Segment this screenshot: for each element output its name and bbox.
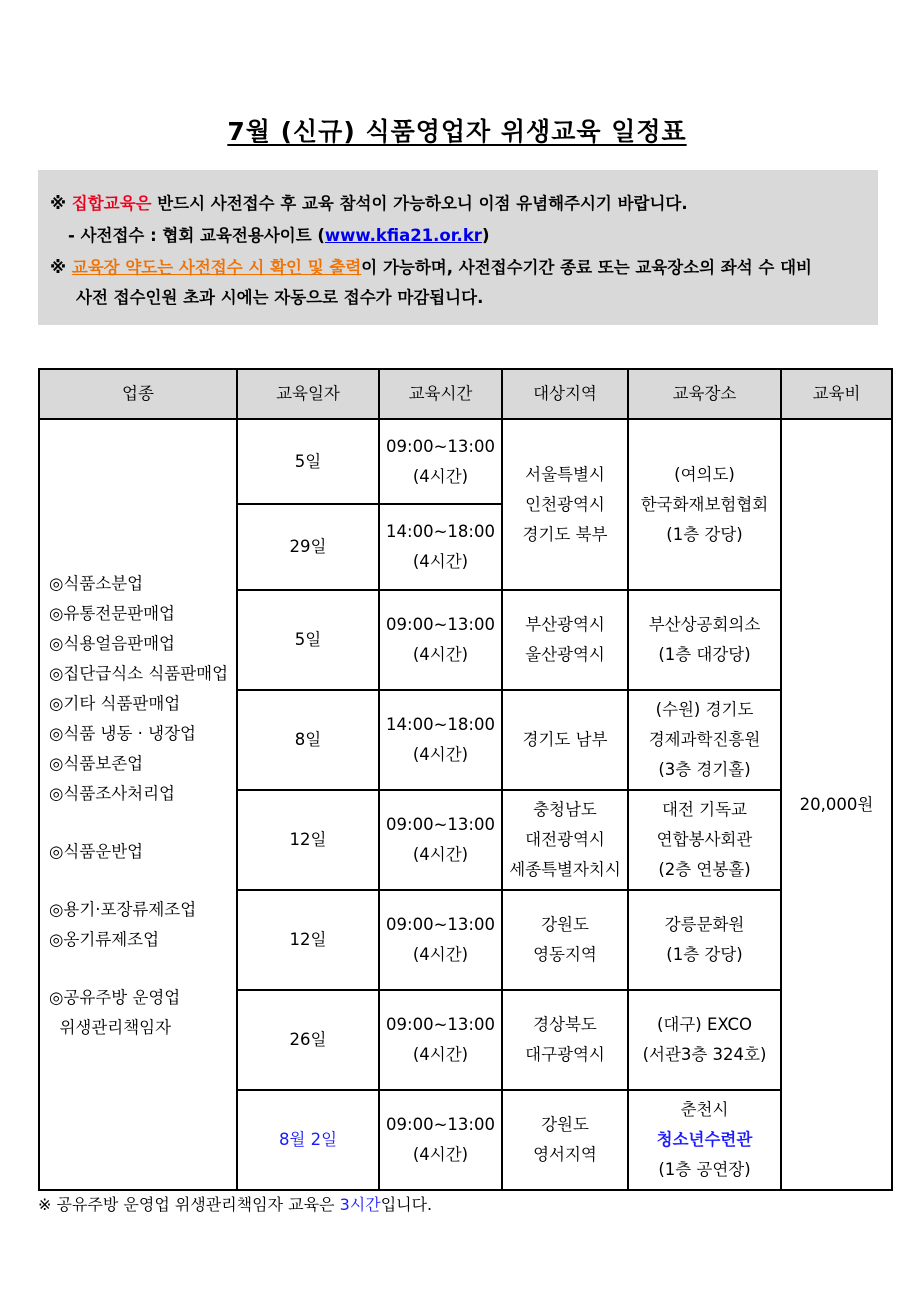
region-cell: 충청남도 대전광역시 세종특별자치시 [502, 790, 628, 890]
header-fee: 교육비 [781, 369, 892, 419]
venue-cell: 부산상공회의소 (1층 대강당) [628, 590, 781, 690]
venue-cell: (여의도) 한국화재보험협회 (1층 강당) [628, 419, 781, 590]
time-cell: 09:00~13:00 (4시간) [379, 590, 502, 690]
date-cell: 12일 [237, 890, 379, 990]
date-cell: 29일 [237, 504, 379, 590]
date-cell: 5일 [237, 419, 379, 504]
notice-line-1: ※ 집합교육은 반드시 사전접수 후 교육 참석이 가능하오니 이점 유념해주시기 바랍니다. [50, 194, 688, 213]
date-cell: 26일 [237, 990, 379, 1090]
region-cell: 경상북도 대구광역시 [502, 990, 628, 1090]
header-time: 교육시간 [379, 369, 502, 419]
region-cell: 부산광역시 울산광역시 [502, 590, 628, 690]
time-cell: 09:00~13:00 (4시간) [379, 890, 502, 990]
header-date: 교육일자 [237, 369, 379, 419]
business-list: ◎식품소분업 ◎유통전문판매업 ◎식용얼음판매업 ◎집단급식소 식품판매업 ◎기타 식품판매업 ◎식품 냉동 · 냉장업 ◎식품보존업 ◎식품조사처리업 ◎식품운반업 ◎용기·포장류제조업 ◎옹기류제조업 ◎공유주방 운영업 위생관리책임자 [39, 419, 237, 1190]
venue-cell: (대구) EXCO (서관3층 324호) [628, 990, 781, 1090]
notice-line-3: ※ 교육장 약도는 사전접수 시 확인 및 출력이 가능하며, 사전접수기간 종료 또는 교육장소의 좌석 수 대비 [50, 258, 812, 277]
fee-cell: 20,000원 [781, 419, 892, 1190]
region-cell: 경기도 남부 [502, 690, 628, 790]
notice-box [38, 170, 878, 325]
venue-cell: (수원) 경기도 경제과학진흥원 (3층 경기홀) [628, 690, 781, 790]
time-cell: 09:00~13:00 (4시간) [379, 1090, 502, 1190]
date-cell: 5일 [237, 590, 379, 690]
time-cell: 14:00~18:00 (4시간) [379, 690, 502, 790]
header-region: 대상지역 [502, 369, 628, 419]
kfia-site-link[interactable]: www.kfia21.or.kr [324, 226, 482, 245]
table-row [39, 419, 892, 504]
date-cell: 12일 [237, 790, 379, 890]
table-header-row [39, 369, 892, 419]
notice-line-2: - 사전접수 : 협회 교육전용사이트 (www.kfia21.or.kr) [68, 226, 490, 245]
venue-cell: 강릉문화원 (1층 강당) [628, 890, 781, 990]
header-venue: 교육장소 [628, 369, 781, 419]
time-cell: 14:00~18:00 (4시간) [379, 504, 502, 590]
schedule-table [38, 368, 893, 1191]
venue-cell: 대전 기독교 연합봉사회관 (2층 연봉홀) [628, 790, 781, 890]
region-cell: 강원도 영동지역 [502, 890, 628, 990]
time-cell: 09:00~13:00 (4시간) [379, 990, 502, 1090]
header-business: 업종 [39, 369, 237, 419]
venue-cell: 춘천시 청소년수련관 (1층 공연장) [628, 1090, 781, 1190]
notice-line-4: 사전 접수인원 초과 시에는 자동으로 접수가 마감됩니다. [76, 288, 484, 307]
footnote: ※ 공유주방 운영업 위생관리책임자 교육은 3시간입니다. [38, 1195, 433, 1214]
time-cell: 09:00~13:00 (4시간) [379, 790, 502, 890]
region-cell: 강원도 영서지역 [502, 1090, 628, 1190]
date-cell: 8일 [237, 690, 379, 790]
time-cell: 09:00~13:00 (4시간) [379, 419, 502, 504]
region-cell: 서울특별시 인천광역시 경기도 북부 [502, 419, 628, 590]
page-title: 7월 (신규) 식품영업자 위생교육 일정표 [227, 117, 687, 146]
date-cell: 8월 2일 [237, 1090, 379, 1190]
